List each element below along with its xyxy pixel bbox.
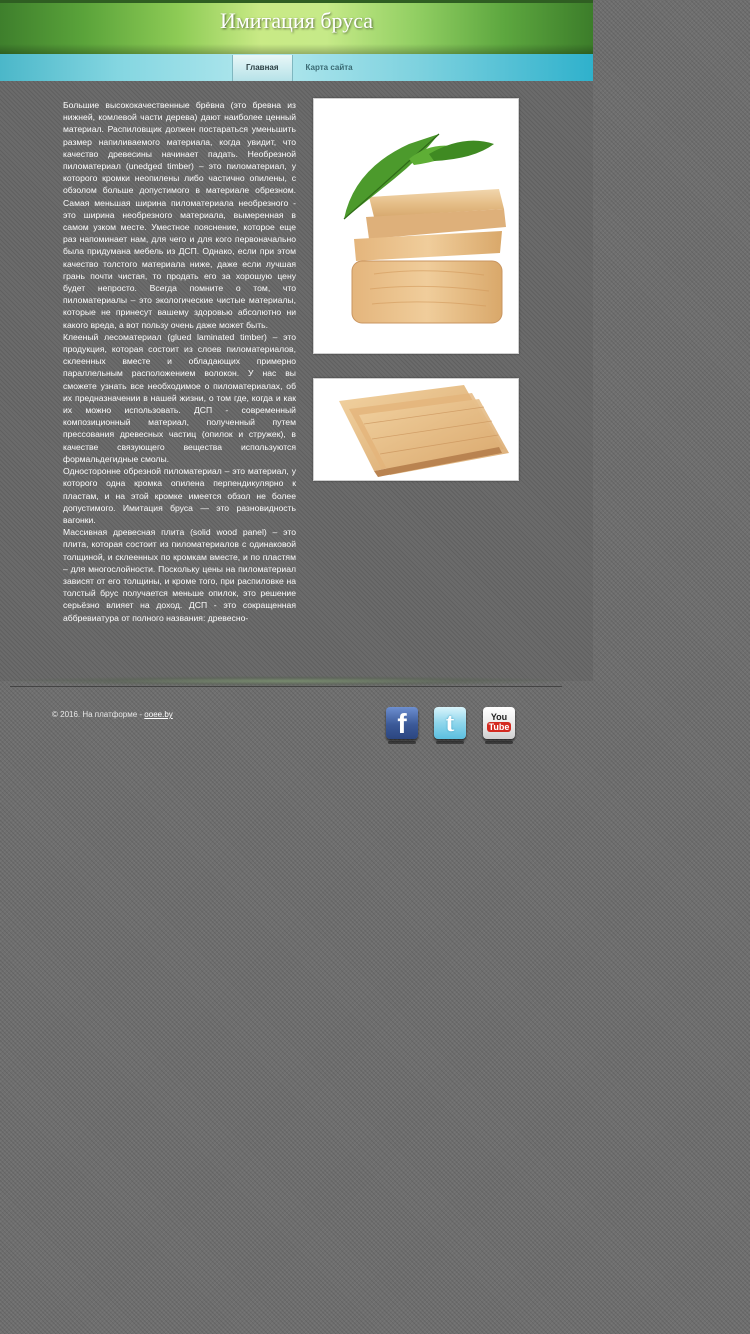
article-text — [63, 99, 296, 659]
nav-item-sitemap[interactable]: Карта сайта — [305, 63, 353, 72]
main-nav — [232, 55, 366, 81]
wood-panels-photo — [313, 378, 519, 481]
wood-panels-image — [314, 379, 518, 480]
wood-boards-leaf-photo — [313, 98, 519, 354]
copyright — [52, 710, 173, 719]
navbar — [0, 54, 593, 84]
facebook-link[interactable] — [386, 707, 418, 743]
paragraph: Большие высококачественные брёвна (это бревна из нижней, комлевой части дерева) дают наиболее ценный материал. Распиловщик должен постараться уменьшить размер напиливаемого материала, когда увидит, что качество древесины начинает падать. Необрезной пиломатериал (unedged timber) – это пиломатериал, у которого кромки неопилены либо частично опилены, с обзолом больше допустимого в материале обрезном. Самая меньшая ширина пиломатериала необрезного - это ширина необрезного материала, вымеренная в самом узком месте. Уместное пояснение, которое еще раз напоминает нам, для чего и для кого первоначально была придумана мебель из ДСП. Однако, если при этом качество толстого материала ниже, даже если лучшая грань почти чистая, то продать его за хорошую цену будет непросто. Всегда помните о том, что пиломатериалы – это экологические чистые материалы, которые не принесут вашему здоровью абсолютно ни какого вреда, а вот пользу очень даже может быть. — [63, 100, 296, 330]
twitter-icon[interactable]: t — [434, 707, 466, 739]
paragraph: Массивная древесная плита (solid wood panel) – это плита, которая состоит из пиломатериалов с одинаковой толщиной, и склеенных по кромкам вместе, и по пластям – для многослойности. Поскольку цены на пиломатериал зависят от его толщины, и кроме того, при распиловке на толстый брус получается меньше опилок, это решение серьёзно влияет на доход. ДСП - это сокращенная аббревиатура от полного названия: древесно- — [63, 527, 296, 623]
paragraph: Клееный лесоматериал (glued laminated timber) – это продукция, которая состоит из слоев пиломатериалов, склеенных вместе и обладающих примерно параллельным расположением волокон. У нас вы сможете узнать все необходимое о пиломатериалах, об их предназначении в нашей жизни, о том где, когда и как их можно использовать. ДСП - современный композиционный материал, полученный путем прессования древесных частиц (опилок и стружек), в качестве связующего вещества используются формальдегидные смолы. — [63, 331, 296, 464]
site-title: Имитация бруса — [219, 8, 374, 33]
paragraph: Односторонне обрезной пиломатериал – это материал, у которого одна кромка опилена перпендикулярно к пластам, и на этой кромке имеется обзол не более допустимого. Имитация бруса — это разновидность вагонки. — [63, 466, 296, 525]
nav-item-home[interactable]: Главная — [232, 55, 293, 81]
footer-divider — [10, 676, 562, 687]
wood-boards-leaf-image — [314, 99, 518, 353]
facebook-icon[interactable]: f — [386, 707, 418, 739]
twitter-link[interactable] — [434, 707, 466, 743]
platform-link[interactable]: ooee.by — [144, 710, 173, 719]
site — [0, 0, 593, 84]
copyright-text: © 2016. На платформе - — [52, 710, 145, 719]
header — [0, 0, 593, 54]
youtube-icon[interactable]: You Tube — [483, 707, 515, 739]
youtube-link[interactable] — [483, 707, 515, 743]
